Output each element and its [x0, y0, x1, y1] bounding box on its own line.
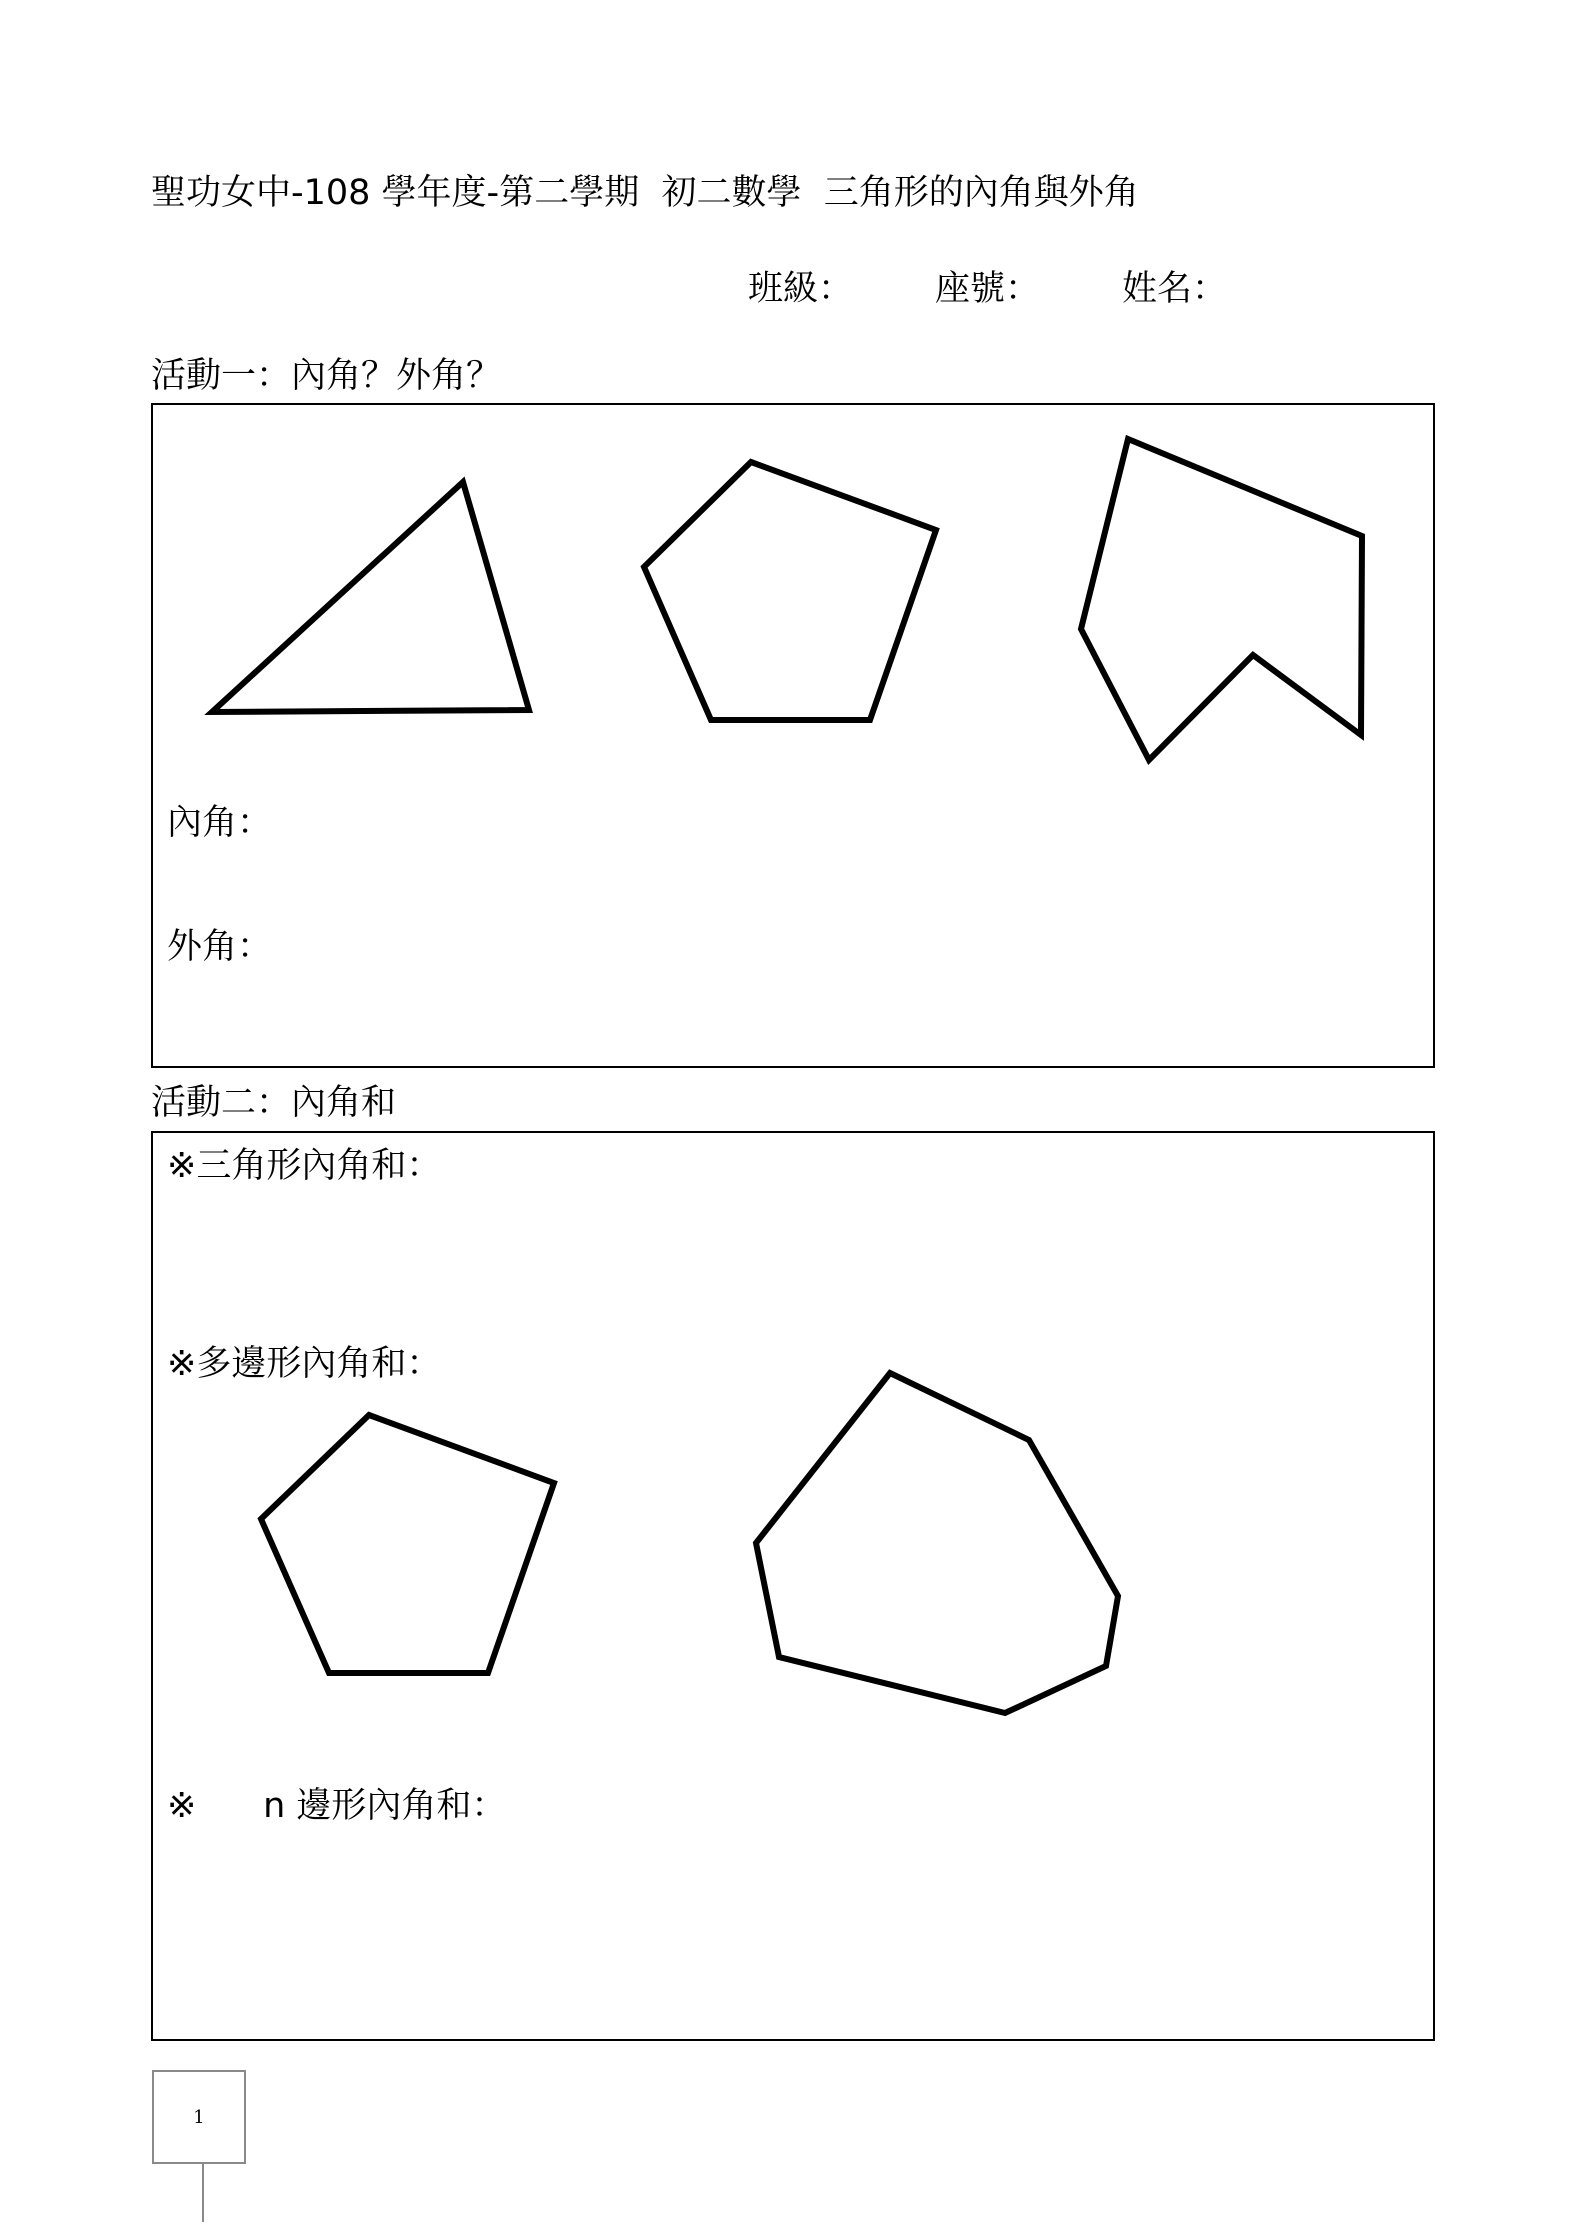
triangle-figure — [212, 482, 529, 712]
pentagon-figure-2 — [261, 1415, 554, 1673]
page-number-stem — [202, 2164, 204, 2222]
pentagon-figure — [644, 462, 936, 720]
worksheet-title: 聖功女中-108 學年度-第二學期 初二數學 三角形的內角與外角 — [151, 173, 1139, 213]
page-number: 1 — [193, 2106, 205, 2128]
page-number-box — [152, 2070, 246, 2164]
activity1-box — [151, 403, 1435, 1068]
activity2-figures — [153, 1133, 1433, 2039]
activity1-figures — [153, 405, 1433, 1066]
n-gon-sum-label: ※ n 邊形內角和： — [167, 1786, 507, 1826]
heptagon-figure — [756, 1373, 1118, 1713]
activity1-heading: 活動一：內角？外角？ — [151, 356, 502, 396]
exterior-angle-label: 外角： — [167, 927, 273, 967]
interior-angle-label: 內角： — [167, 803, 273, 843]
concave-hexagon-figure — [1081, 439, 1362, 760]
seat-field-label: 座號： — [935, 269, 1041, 309]
triangle-sum-label: ※三角形內角和： — [167, 1146, 442, 1186]
activity2-heading: 活動二：內角和 — [151, 1083, 397, 1123]
activity2-box — [151, 1131, 1435, 2041]
polygon-sum-label: ※多邊形內角和： — [167, 1344, 442, 1384]
name-field-label: 姓名： — [1122, 269, 1228, 309]
class-field-label: 班級： — [748, 269, 854, 309]
